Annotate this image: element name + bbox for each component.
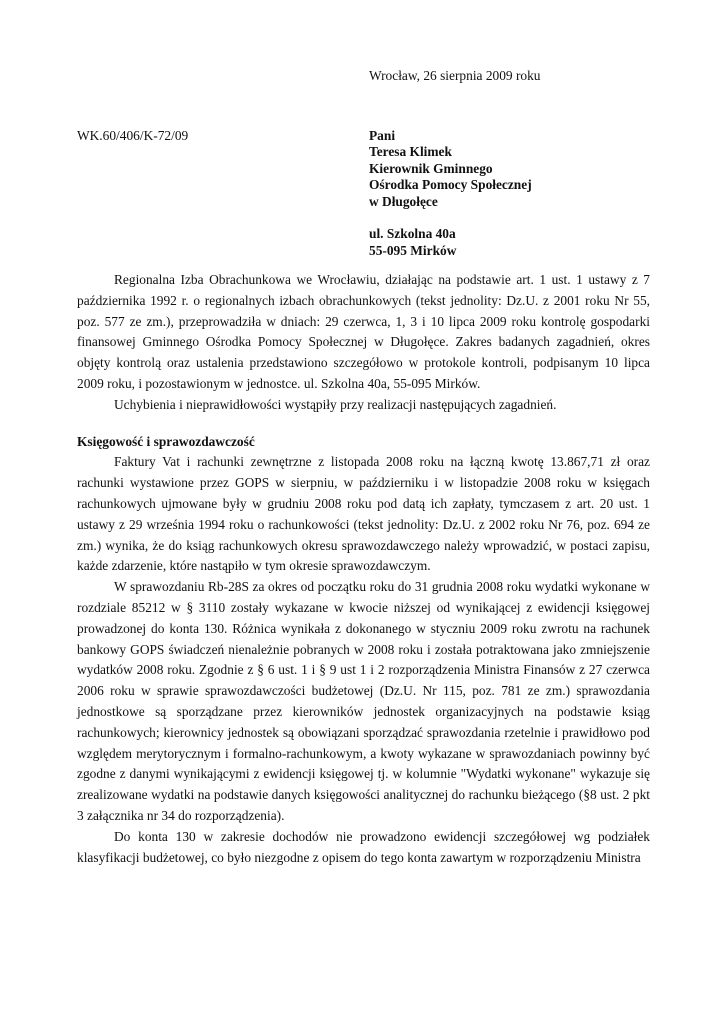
section-heading: Księgowość i sprawozdawczość (77, 433, 255, 449)
address-gap (369, 210, 532, 226)
recipient-name: Teresa Klimek (369, 144, 452, 160)
reference-number: WK.60/406/K-72/09 (77, 128, 189, 143)
irregularities-intro: Uchybienia i nieprawidłowości wystąpiły przy realizacji następujących zagadnień. (114, 396, 557, 412)
section-paragraph-2: W sprawozdaniu Rb-28S za okres od początku roku do 31 grudnia 2008 roku wydatki wykonane w rozdziale 85212 w § 3110 zostały wykazane w kwocie niższej od wynikającej z ewidencji księgowej prowadzonej do konta 130. Różnica wynikała z dokonanego w styczniu 2009 roku zwrotu na rachunek bankowy GOPS świadczeń nienależnie pobranych w 2008 roku i została potraktowana jako zmniejszenie wydatków 2008 roku. Zgodnie z § 6 ust. 1 i § 9 ust 1 i 2 rozporządzenia Ministra Finansów z 27 czerwca 2006 roku w sprawie sprawozdawczości budżetowej (Dz.U. Nr 115, poz. 781 ze zm.) sprawozdania jednostkowe są sporządzane przez kierowników jednostek organizacyjnych na podstawie ksiąg rachunkowych; kierownicy jednostek są obowiązani sporządzać sprawozdania rzetelnie i prawidłowo pod względem merytorycznym i formalno-rachunkowym, a kwoty wykazane w sprawozdaniach powinny być zgodne z danymi wynikającymi z ewidencji księgowej tj. w kolumnie "Wydatki wykonane" wykazuje się zrealizowane wydatki na podstawie danych księgowości analitycznej do rachunku bieżącego (§8 ust. 2 pkt 3 załącznika nr 34 do rozporządzenia). (77, 579, 650, 823)
letter-date: Wrocław, 26 sierpnia 2009 roku (369, 68, 541, 83)
recipient-block (369, 128, 532, 259)
recipient-salutation: Pani (369, 128, 396, 143)
recipient-city: 55-095 Mirków (369, 242, 457, 258)
recipient-title-line2: Ośrodka Pomocy Społecznej (369, 177, 532, 193)
intro-paragraph: Regionalna Izba Obrachunkowa we Wrocławiu, działając na podstawie art. 1 ust. 1 ustawy z 7 października 1992 r. o regionalnych izbach obrachunkowych (tekst jednolity: Dz.U. z 2001 roku Nr 55, poz. 577 ze zm.), przeprowadziła w dniach: 29 czerwca, 1, 3 i 10 lipca 2009 roku kontrolę gospodarki finansowej Gminnego Ośrodka Pomocy Społecznej w Długołęce. Zakres badanych zagadnień, okres objęty kontrolą oraz ustalenia przedstawiono szczegółowo w protokole kontroli, podpisanym 10 lipca 2009 roku, i pozostawionym w jednostce. ul. Szkolna 40a, 55-095 Mirków. (77, 272, 650, 391)
letter-body (77, 270, 650, 868)
recipient-title-line3: w Długołęce (369, 193, 438, 209)
section-paragraph-1: Faktury Vat i rachunki zewnętrzne z listopada 2008 roku na łączną kwotę 13.867,71 zł oraz rachunki wystawione przez GOPS w sierpniu, w październiku i w listopadzie 2008 roku w księgach rachunkowych ujmowane były w grudniu 2008 roku pod datą ich zapłaty, tymczasem z art. 20 ust. 1 ustawy z 29 września 1994 roku o rachunkowości (tekst jednolity: Dz.U. z 2002 roku Nr 76, poz. 694 ze zm.) wynika, że do ksiąg rachunkowych okresu sprawozdawczego należy wprowadzić, w postaci zapisu, każde zdarzenie, które nastąpiło w tym okresie sprawozdawczym. (77, 454, 650, 574)
recipient-street: ul. Szkolna 40a (369, 226, 456, 242)
section-paragraph-3: Do konta 130 w zakresie dochodów nie prowadzono ewidencji szczegółowej wg podziałek klasyfikacji budżetowej, co było niezgodne z opisem do tego konta zawartym w rozporządzeniu Ministra (77, 828, 650, 865)
recipient-title-line1: Kierownik Gminnego (369, 160, 493, 176)
